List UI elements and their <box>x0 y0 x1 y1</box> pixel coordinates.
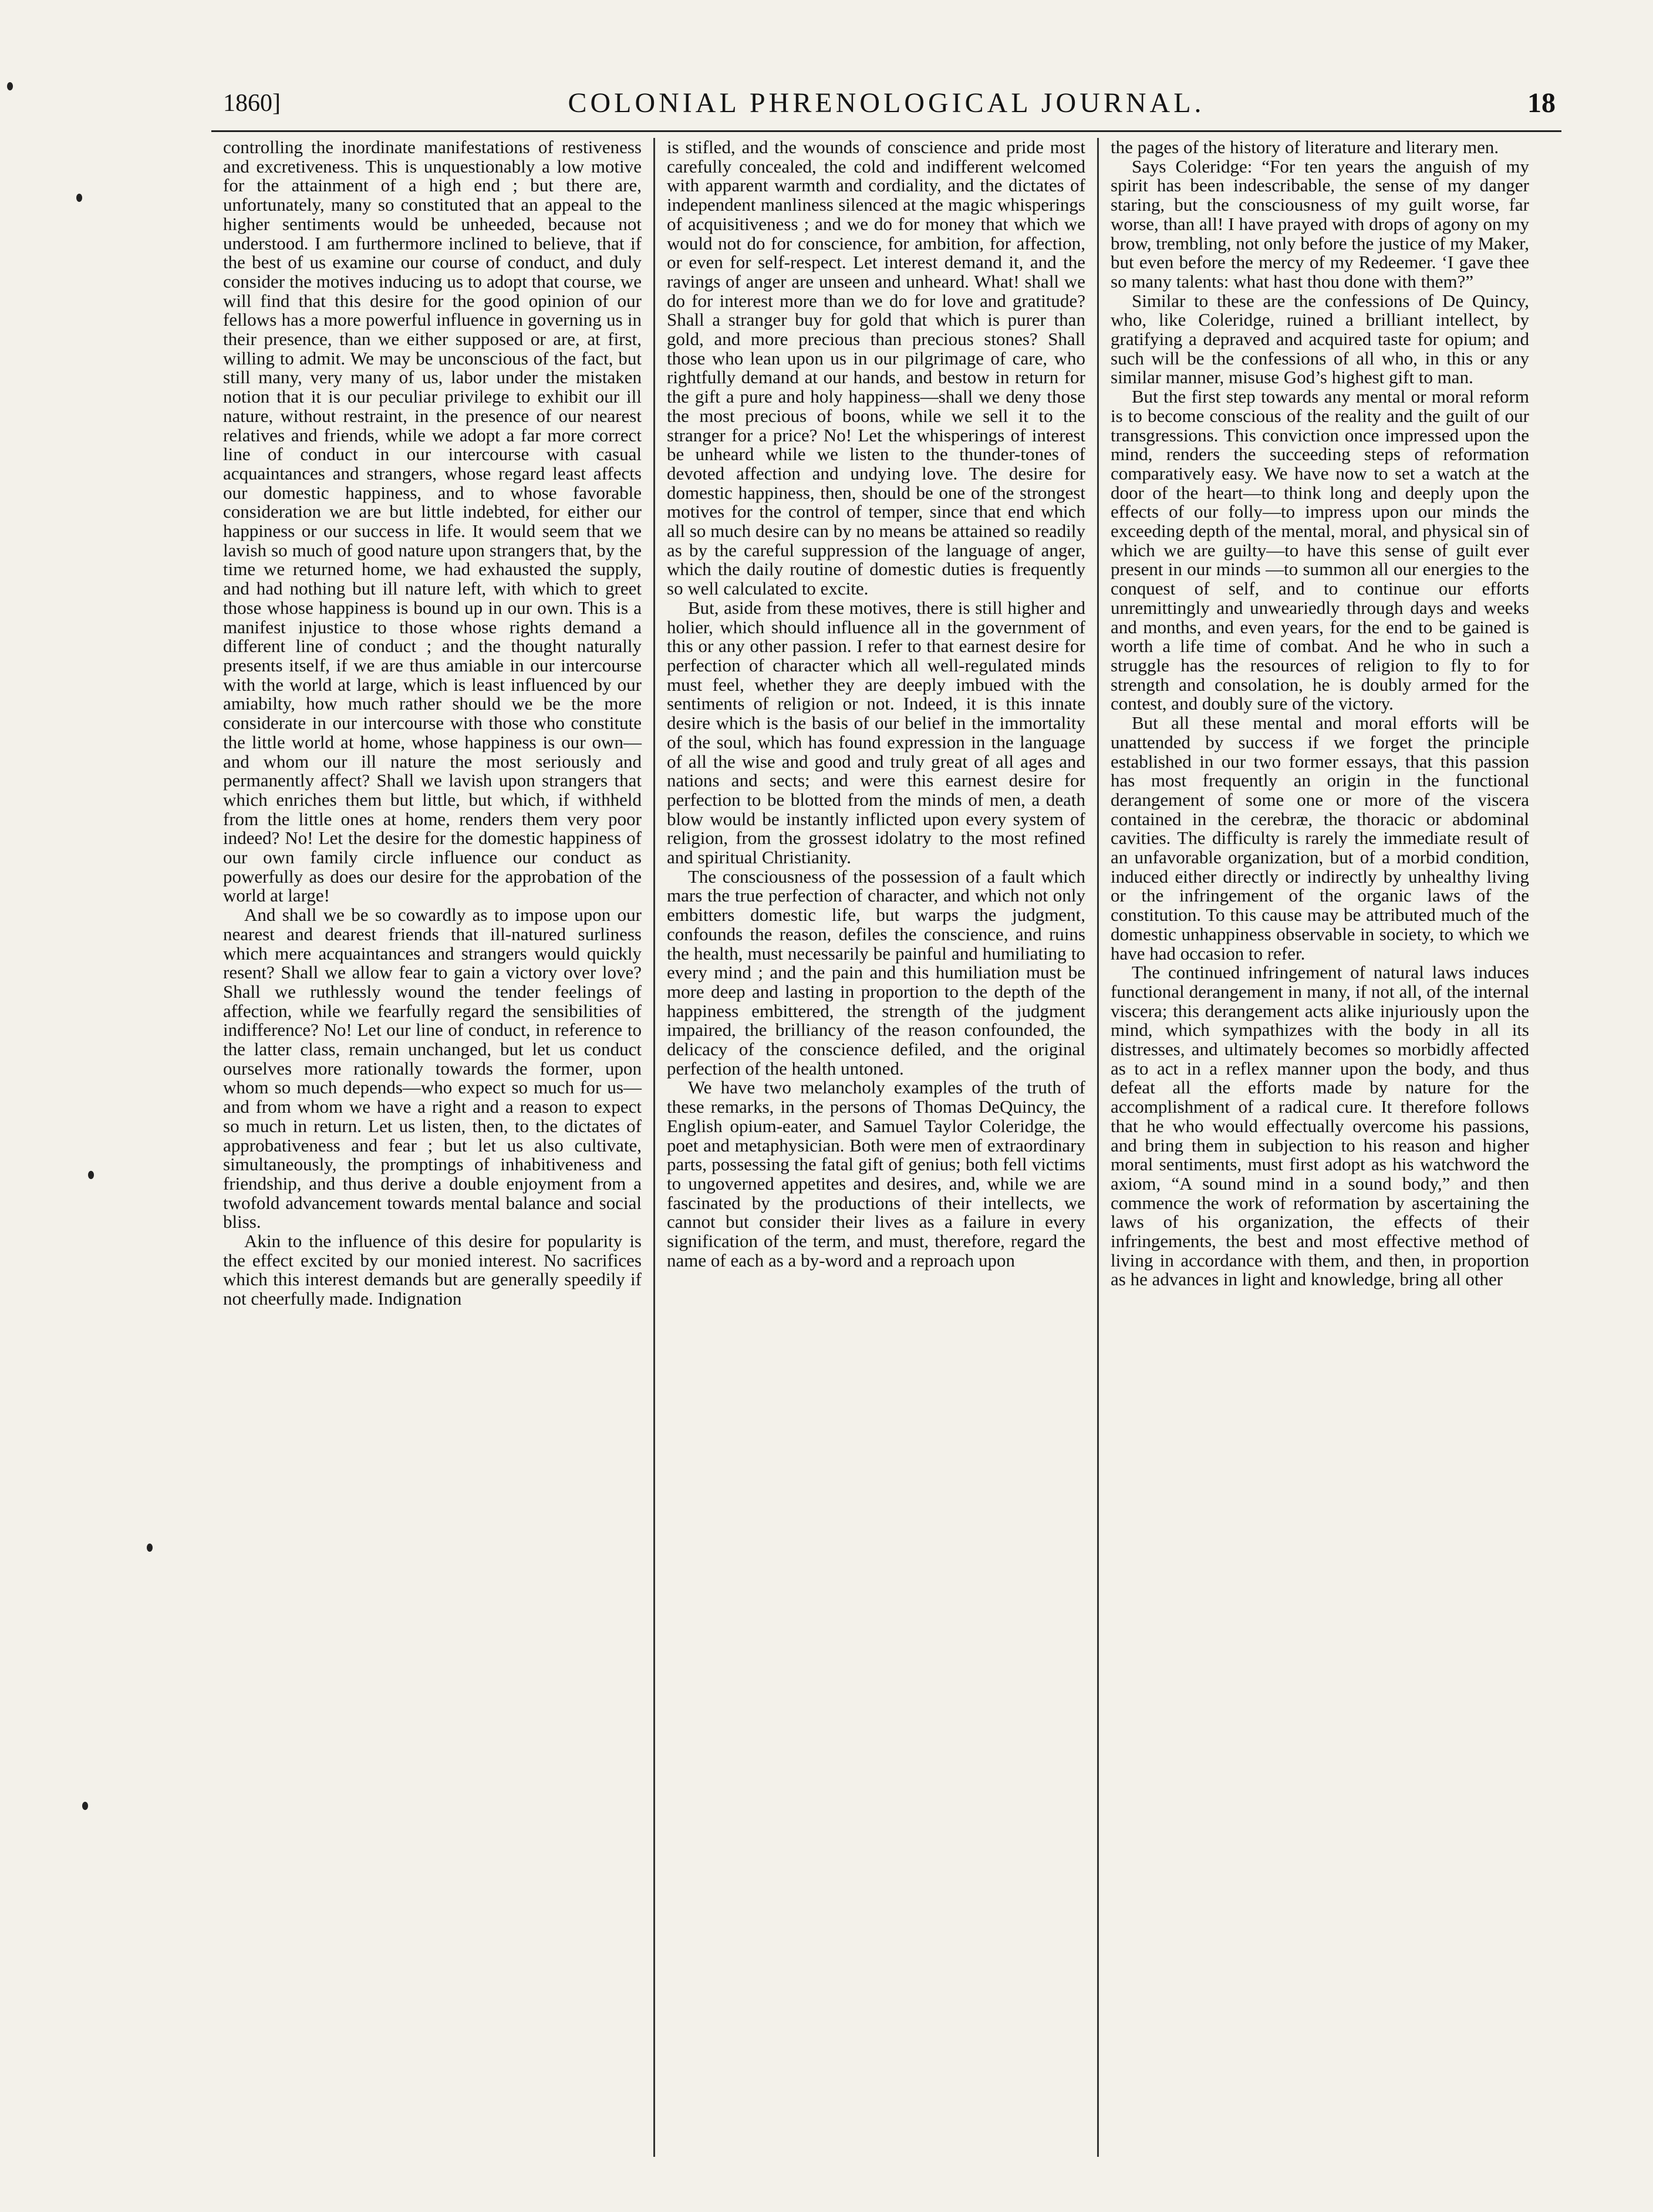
text-columns <box>211 138 1561 2163</box>
paragraph: Similar to these are the confessions of De Quincy, who, like Coleridge, ruined a brilliant intellect, by gratifying a depraved and acquired taste for opium; and such will be the confessions of all who, in this or any similar manner, misuse God’s highest gift to man. <box>1111 290 1529 388</box>
paragraph: is stifled, and the wounds of conscience and pride most carefully concealed, the cold and indifferent welcomed with apparent warmth and cordiality, and the dictates of independent manliness silenced at the magic whisperings of acquisitiveness ; and we do for money that which we would not do for conscience, for ambition, for affection, or even for self-respect. Let interest demand it, and the ravings of anger are unseen and unheard. What! shall we do for interest more than we do for love and gratitude? Shall a stranger buy for gold that which is purer than gold, and more precious than precious stones? Shall those who lean upon us in our pilgrimage of care, who rightfully demand at our hands, and bestow in return for the gift a pure and holy happiness—shall we deny those the most precious of boons, while we sell it to the stranger for a price? No! Let the whisperings of interest be unheard while we listen to the thunder-tones of devoted affection and undying love. The desire for domestic happiness, then, should be one of the strongest motives for the control of temper, since that end which all so much desire can by no means be attained so readily as by the careful suppression of the language of anger, which the daily routine of domestic duties is frequently so well calculated to excite. <box>667 138 1085 599</box>
paragraph: the pages of the history of literature and literary men. <box>1111 138 1499 157</box>
paragraph: But all these mental and moral efforts will be unattended by success if we forget the principle established in our two former essays, that this passion has most frequently an origin in the functional derangement of some one or more of the viscera contained in the cerebræ, the thoracic or abdominal cavities. The difficulty is rarely the immediate result of an unfavorable organization, but of a morbid condition, induced either directly or indirectly by unhealthy living or the infringement of the organic laws of the constitution. To this cause may be attributed much of the domestic unhappiness observable in society, to which we have had occasion to refer. <box>1111 712 1529 964</box>
scan-speck <box>76 194 82 202</box>
paragraph: controlling the inordinate manifestations of restiveness and excretiveness. This is unquestionably a low motive for the attainment of a high end ; but there are, unfortunately, many so constituted that an appeal to the higher sentiments would be unheeded, because not understood. I am furthermore inclined to believe, that if the best of us examine our course of conduct, and duly consider the motives inducing us to adopt that course, we will find that this desire for the good opinion of our fellows has a more powerful influence in governing us in their presence, than we either supposed or are, at first, willing to admit. We may be unconscious of the fact, but still many, very many of us, labor under the mistaken notion that it is our peculiar privilege to exhibit our ill nature, without restraint, in the presence of our nearest relatives and friends, while we adopt a far more correct line of conduct in our intercourse with casual acquaintances and strangers, whose regard least affects our domestic happiness, and to whose favorable consideration we are but little indebted, for either our happiness or our success in life. It would seem that we lavish so much of good nature upon strangers that, by the time we returned home, we had exhausted the supply, and had nothing but ill nature left, with which to greet those whose happiness is bound up in our own. This is a manifest injustice to those whose rights demand a different line of conduct ; and the thought naturally presents itself, if we are thus amiable in our intercourse with the world at large, which is least influenced by our amiabilty, how much rather should we be the more considerate in our intercourse with those who constitute the little world at home, whose happiness is our own—and whom our ill nature the most seriously and permanently affect? Shall we lavish upon strangers that which enriches them but little, but which, if withheld from the little ones at home, renders them very poor indeed? No! Let the desire for the domestic happiness of our own family circle influence our conduct as powerfully as does our desire for the approbation of the world at large! <box>223 138 642 906</box>
column-left <box>211 138 653 2157</box>
paragraph: But the first step towards any mental or moral reform is to become conscious of the reality and the guilt of our transgressions. This conviction once impressed upon the mind, renders the succeeding steps of reformation comparatively easy. We have now to set a watch at the door of the heart—to think long and deeply upon the effects of our folly—to impress upon our minds the exceeding depth of the mental, moral, and physical sin of which we are guilty—to have this sense of guilt ever present in our minds —to summon all our energies to the conquest of self, and to continue our efforts unremittingly and unweariedly through days and weeks and months, and even years, for the end to be gained is worth a life time of combat. And he who in such a struggle has the resources of religion to fly to for strength and consolation, he is doubly armed for the contest, and doubly sure of the victory. <box>1111 386 1529 714</box>
scan-speck <box>147 1544 153 1552</box>
paragraph: We have two melancholy examples of the truth of these remarks, in the persons of Thomas DeQuincy, the English opium-eater, and Samuel Taylor Coleridge, the poet and metaphysician. Both were men of extraordinary parts, possessing the fatal gift of genius; both fell victims to ungoverned appetites and desires, and, while we are fascinated by the productions of their intellects, we cannot but consider their lives as a failure in every signification of the term, and must, therefore, regard the name of each as a by-word and a reproach upon <box>667 1077 1085 1271</box>
paragraph: Says Coleridge: “For ten years the anguish of my spirit has been indescribable, the sense of my danger staring, but the consciousness of my guilt worse, far worse, than all! I have prayed with drops of agony on my brow, trembling, not only before the justice of my Maker, but even before the mercy of my Redeemer. ‘I gave thee so many talents: what hast thou done with them?” <box>1111 156 1530 292</box>
column-right <box>1099 138 1541 2157</box>
scan-speck <box>82 1802 88 1810</box>
header-year: 1860] <box>223 90 281 117</box>
paragraph: And shall we be so cowardly as to impose upon our nearest and dearest friends that ill-natured surliness which mere acquaintances and strangers would quickly resent? Shall we allow fear to gain a victory over love? Shall we ruthlessly wound the tender feelings of affection, while we fearfully regard the sensibilities of indifference? No! Let our line of conduct, in reference to the latter class, remain unchanged, but let us conduct ourselves more rationally towards the former, upon whom so much depends—who expect so much for us—and from whom we have a right and a reason to expect so much in return. Let us listen, then, to the dictates of approbativeness and fear ; but let us also cultivate, simultaneously, the promptings of inhabitiveness and friendship, and thus derive a double enjoyment from a twofold advancement towards mental balance and social bliss. <box>223 904 642 1232</box>
scan-speck <box>88 1171 94 1179</box>
paragraph: The consciousness of the possession of a fault which mars the true perfection of character, and which not only embitters domestic life, but warps the judgment, confounds the reason, defiles the conscience, and ruins the health, must necessarily be painful and humiliating to every mind ; and the pain and this humiliation must be more deep and lasting in proportion to the depth of the happiness embittered, the strength of the judgment impaired, the brilliancy of the reason confounded, the delicacy of the conscience defiled, and the original perfection of the health untoned. <box>667 866 1085 1079</box>
paragraph: The continued infringement of natural laws induces functional derangement in many, if not all, of the internal viscera; this derangement acts alike injuriously upon the mind, which sympathizes with the body in all its distresses, and ultimately becomes so morbidly affected as to act in a reflex manner upon the body, and thus defeat all the efforts made by nature for the accomplishment of a radical cure. It therefore follows that he who would effectually overcome his passions, and bring them in subjection to his reason and higher moral sentiments, must first adopt as his watchword the axiom, “A sound mind in a sound body,” and then commence the work of reformation by ascertaining the laws of his organization, the effects of their infringements, the best and most effective method of living in accordance with them, and then, in proportion as he advances in light and knowledge, bring all other <box>1111 962 1529 1290</box>
paragraph: But, aside from these motives, there is still higher and holier, which should influence all in the government of this or any other passion. I refer to that earnest desire for perfection of character which all well-regulated minds must feel, whether they are deeply imbued with the sentiments of religion or not. Indeed, it is this innate desire which is the basis of our belief in the immortality of the soul, which has found expression in the language of all the wise and good and truly great of all ages and nations and sects; and were this earnest desire for perfection to be blotted from the minds of men, a death blow would be instantly inflicted upon every system of religion, from the grossest idolatry to the most refined and spiritual Christianity. <box>667 597 1085 868</box>
column-middle <box>655 138 1097 2157</box>
header-rule <box>211 130 1561 132</box>
journal-title: COLONIAL PHRENOLOGICAL JOURNAL. <box>568 87 1205 119</box>
running-header <box>211 82 1561 123</box>
page-number: 18 <box>1527 87 1556 119</box>
paragraph: Akin to the influence of this desire for popularity is the effect excited by our monied interest. No sacrifices which this interest demands but are generally speedily if not cheerfully made. Indignation <box>223 1231 642 1309</box>
journal-page <box>211 82 1561 2172</box>
scan-speck <box>7 82 13 90</box>
